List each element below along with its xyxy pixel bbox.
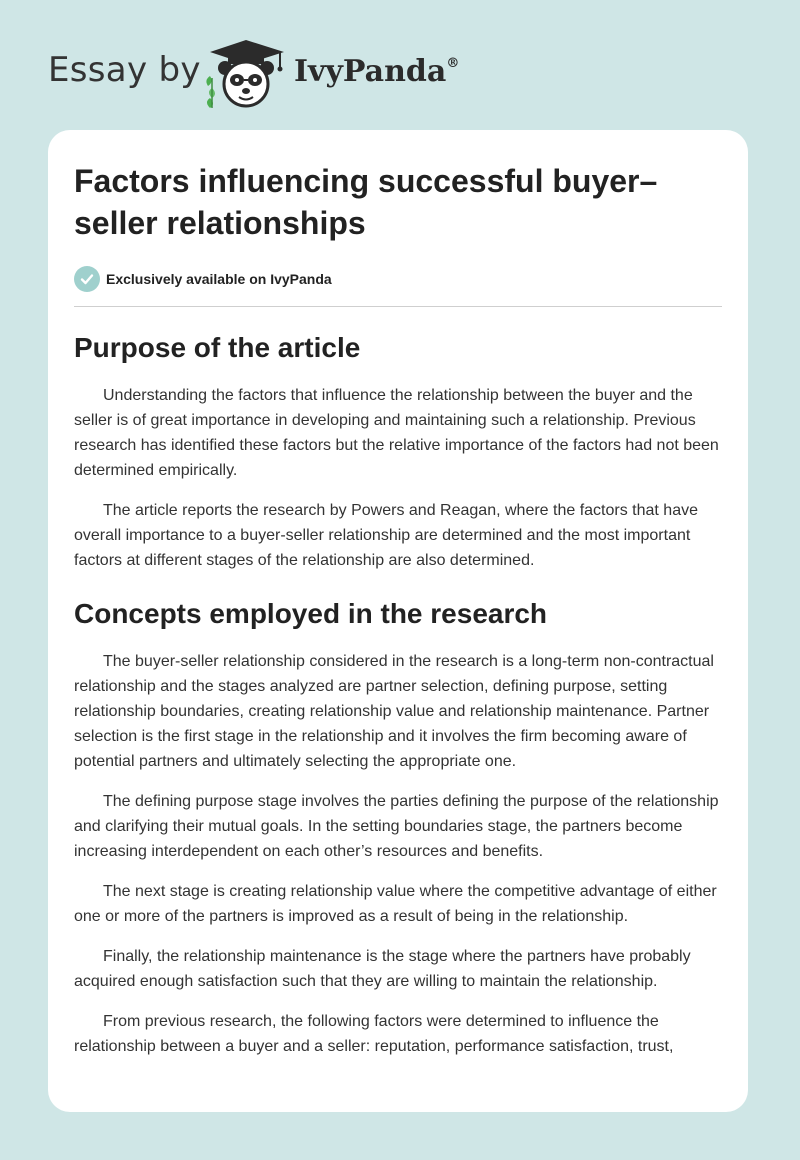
exclusive-badge-text: Exclusively available on IvyPanda	[106, 271, 332, 287]
paragraph: The defining purpose stage involves the parties defining the purpose of the relationship and clarifying their mutual goals. In the setting boundaries stage, the partners become increasing interdependent on each other’s resources and benefits.	[74, 793, 719, 860]
section-heading-purpose: Purpose of the article	[74, 332, 361, 363]
article-content	[74, 160, 722, 1074]
paragraph: The buyer-seller relationship considered in the research is a long-term non-contractual relationship and the stages analyzed are partner selection, defining purpose, setting relationship boundaries, creating relationship value and relationship maintenance. Partner selection is the first stage in the relationship and it involves the firm becoming aware of potential partners and ultimately selecting the appropriate one.	[74, 653, 714, 770]
exclusive-badge	[74, 264, 722, 294]
registered-mark: ®	[446, 56, 460, 71]
paragraph: The article reports the research by Powers and Reagan, where the factors that have overall importance to a buyer-seller relationship are determined and the most important factors at different stages of the relationship are also determined.	[74, 502, 698, 569]
article-card	[48, 130, 748, 1112]
paragraph: Finally, the relationship maintenance is the stage where the partners have probably acquired enough satisfaction such that they are willing to maintain the relationship.	[74, 948, 691, 990]
paragraph: From previous research, the following factors were determined to influence the relationship between a buyer and a seller: reputation, performance satisfaction, trust,	[74, 1013, 674, 1055]
essay-by-label: Essay by	[48, 50, 201, 90]
check-icon	[74, 266, 100, 292]
site-header	[0, 0, 800, 130]
article-title: Factors influencing successful buyer–seller relationships	[74, 163, 658, 241]
paragraph: Understanding the factors that influence the relationship between the buyer and the seller is of great importance in developing and maintaining such a relationship. Previous research has identified these factors but the relative importance of the factors had not been determined empirically.	[74, 387, 719, 479]
divider	[74, 306, 722, 307]
section-heading-concepts: Concepts employed in the research	[74, 598, 548, 629]
paragraph: The next stage is creating relationship value where the competitive advantage of either one or more of the partners is improved as a result of being in the relationship.	[74, 883, 717, 925]
ivypanda-logo-icon[interactable]	[200, 36, 290, 110]
brand-text: IvyPanda	[294, 54, 447, 89]
brand-name[interactable]	[294, 54, 459, 89]
